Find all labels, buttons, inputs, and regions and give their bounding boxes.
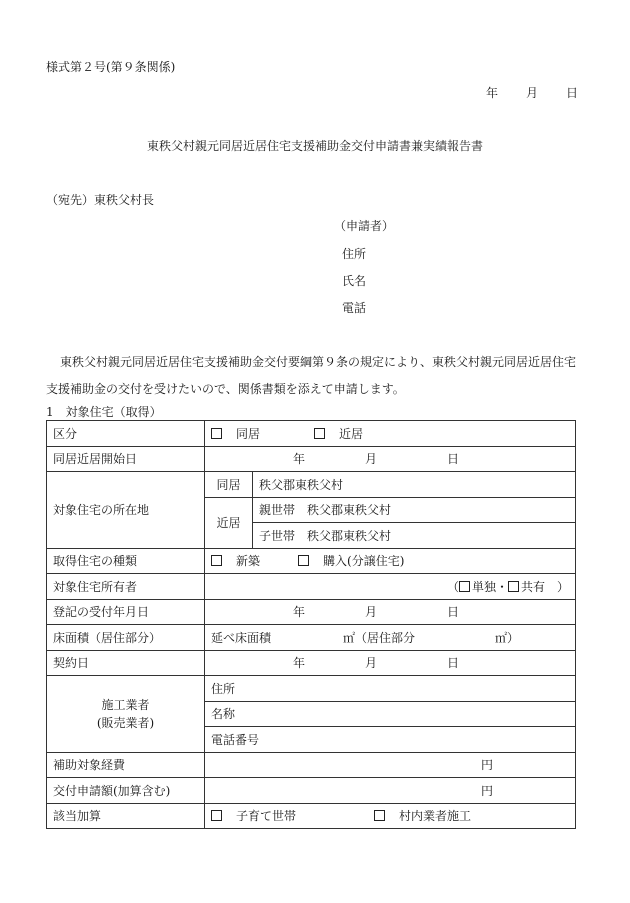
yen-unit: 円 <box>481 758 494 773</box>
table-row <box>47 803 576 829</box>
checkbox-local-contractor[interactable] <box>374 810 385 821</box>
category-opt2: 近居 <box>339 426 364 441</box>
table-row <box>47 599 576 625</box>
checkbox-dokyo[interactable] <box>211 428 222 439</box>
contractor-label <box>47 676 205 753</box>
bonus-label: 該当加算 <box>47 803 205 829</box>
checkbox-new-build[interactable] <box>211 555 222 566</box>
applicant-heading: （申請者） <box>334 219 395 233</box>
application-table <box>46 420 576 829</box>
owner-label: 対象住宅所有者 <box>47 574 205 600</box>
registration-label: 登記の受付年月日 <box>47 599 205 625</box>
start-date-field[interactable] <box>205 446 576 472</box>
table-row <box>47 446 576 472</box>
table-row <box>47 472 576 498</box>
parent-village: 秩父郡東秩父村 <box>307 503 392 518</box>
checkbox-shared[interactable] <box>508 581 519 592</box>
table-row <box>47 650 576 676</box>
contractor-phone[interactable]: 電話番号 <box>205 727 576 753</box>
day-unit: 日 <box>447 605 460 620</box>
category-opt1: 同居 <box>236 426 261 441</box>
checkbox-single[interactable] <box>459 581 470 592</box>
checkbox-kinkyo[interactable] <box>314 428 325 439</box>
start-date-label: 同居近居開始日 <box>47 446 205 472</box>
table-row <box>47 421 576 447</box>
applicant-phone-label: 電話 <box>342 301 367 315</box>
applicant-name-label: 氏名 <box>342 274 367 288</box>
contractor-address[interactable]: 住所 <box>205 676 576 702</box>
owner-paren-close: ） <box>556 579 569 594</box>
location-kinko: 近居 <box>205 497 253 548</box>
bonus-options <box>205 803 576 829</box>
application-amount-label: 交付申請額(加算含む) <box>47 778 205 804</box>
table-row <box>47 752 576 778</box>
owner-options <box>205 574 576 600</box>
addressee: （宛先）東秩父村長 <box>46 193 155 207</box>
date-line <box>486 84 578 101</box>
checkbox-child-rearing[interactable] <box>211 810 222 821</box>
subsidy-cost-field[interactable] <box>205 752 576 778</box>
date-month: 月 <box>525 86 538 100</box>
owner-paren-open: （ <box>446 579 459 594</box>
month-unit: 月 <box>365 452 378 467</box>
table-row <box>47 625 576 651</box>
bonus-opt2: 村内業者施工 <box>399 809 472 824</box>
year-unit: 年 <box>293 452 306 467</box>
housing-type-label: 取得住宅の種類 <box>47 548 205 574</box>
category-options <box>205 421 576 447</box>
applicant-address-label: 住所 <box>342 247 367 261</box>
month-unit: 月 <box>365 605 378 620</box>
sqm-unit: ㎡ <box>343 630 356 645</box>
parent-household-label: 親世帯 <box>259 503 296 518</box>
day-unit: 日 <box>447 656 460 671</box>
year-unit: 年 <box>293 605 306 620</box>
year-unit: 年 <box>293 656 306 671</box>
location-douko-address[interactable]: 秩父郡東秩父村 <box>253 472 576 498</box>
day-unit: 日 <box>447 452 460 467</box>
table-row <box>47 676 576 702</box>
form-number: 様式第２号(第９条関係) <box>46 60 176 74</box>
contract-date-field[interactable] <box>205 650 576 676</box>
housing-opt1: 新築 <box>236 554 261 569</box>
application-amount-field[interactable] <box>205 778 576 804</box>
owner-single: 単独・ <box>471 579 508 594</box>
location-douko: 同居 <box>205 472 253 498</box>
checkbox-purchase[interactable] <box>298 555 309 566</box>
application-statement: 東秩父村親元同居近居住宅支援補助金交付要綱第９条の規定により、東秩父村親元同居近居住宅支援補助金の交付を受けたいので、関係書類を添えて申請します。 <box>46 355 577 396</box>
contractor-name[interactable]: 名称 <box>205 701 576 727</box>
housing-opt2: 購入(分譲住宅) <box>323 554 405 569</box>
location-parent-address[interactable] <box>253 497 576 523</box>
housing-type-options <box>205 548 576 574</box>
category-label: 区分 <box>47 421 205 447</box>
residential-part: （居住部分 <box>355 630 416 645</box>
child-household-label: 子世帯 <box>259 528 296 543</box>
owner-shared: 共有 <box>520 579 545 594</box>
subsidy-cost-label: 補助対象経費 <box>47 752 205 778</box>
contractor-label-2: (販売業者) <box>96 715 155 730</box>
contract-label: 契約日 <box>47 650 205 676</box>
contractor-label-1: 施工業者 <box>101 697 150 712</box>
child-village: 秩父郡東秩父村 <box>307 528 392 543</box>
date-day: 日 <box>565 86 578 100</box>
floor-area-field[interactable] <box>205 625 576 651</box>
table-row <box>47 778 576 804</box>
location-label: 対象住宅の所在地 <box>47 472 205 549</box>
registration-date-field[interactable] <box>205 599 576 625</box>
total-floor-area: 延べ床面積 <box>211 630 272 645</box>
table-row <box>47 574 576 600</box>
yen-unit: 円 <box>481 783 494 798</box>
floor-area-label: 床面積（居住部分） <box>47 625 205 651</box>
table-row <box>47 548 576 574</box>
section-title: 1 対象住宅（取得） <box>46 405 162 419</box>
bonus-opt1: 子育て世帯 <box>236 809 297 824</box>
date-year: 年 <box>485 86 498 100</box>
sqm-close: ㎡） <box>495 630 520 645</box>
location-child-address[interactable] <box>253 523 576 549</box>
month-unit: 月 <box>365 656 378 671</box>
document-title: 東秩父村親元同居近居住宅支援補助金交付申請書兼実績報告書 <box>146 139 483 153</box>
